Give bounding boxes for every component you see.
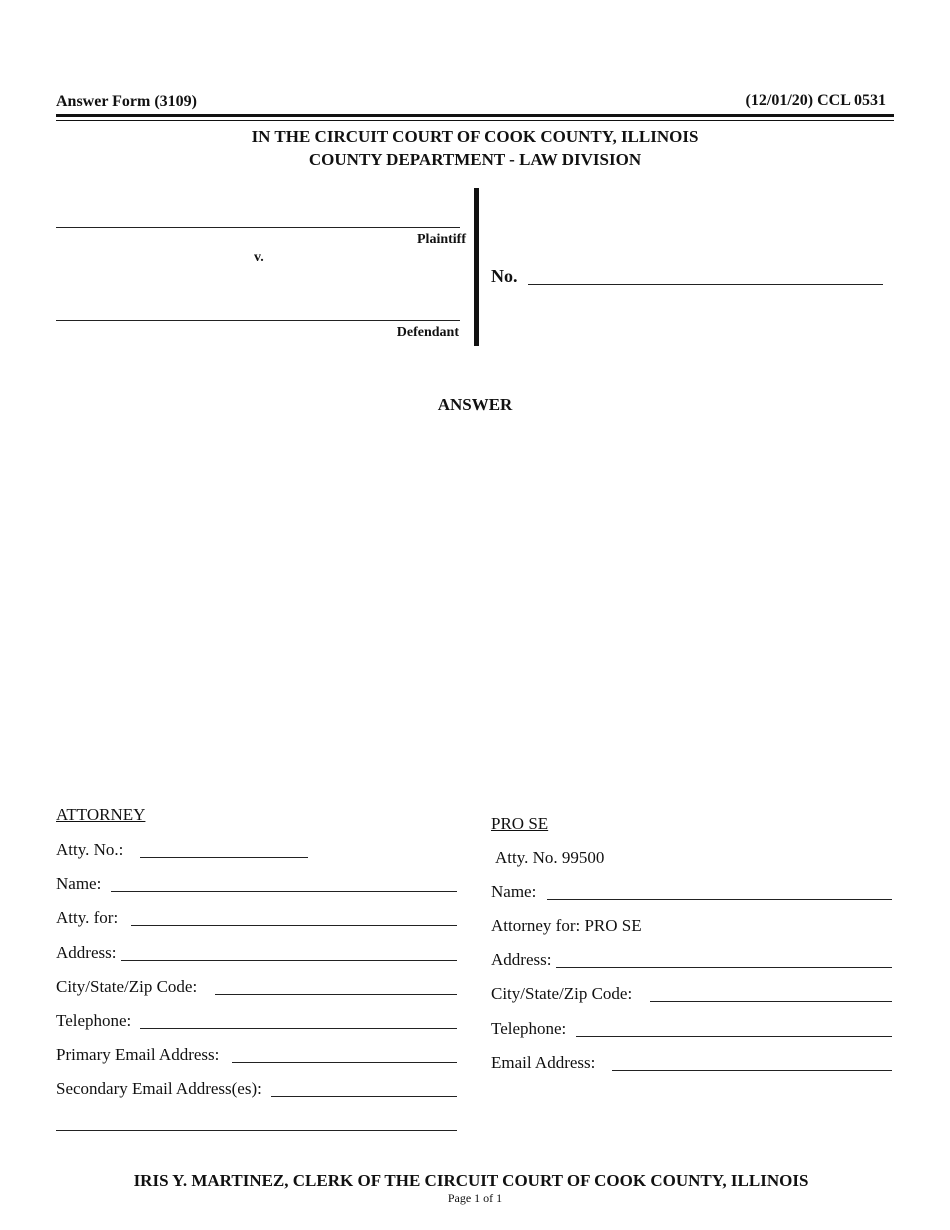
attorney-address-label: Address: xyxy=(56,943,117,962)
form-code: (12/01/20) CCL 0531 xyxy=(745,92,886,109)
case-number-field[interactable] xyxy=(528,284,883,285)
defendant-label: Defendant xyxy=(396,325,459,340)
pro-se-city-field[interactable] xyxy=(650,1001,892,1002)
attorney-telephone-field[interactable] xyxy=(140,1028,457,1029)
attorney-city-label: City/State/Zip Code: xyxy=(56,977,198,996)
pro-se-attorney-for: Attorney for: PRO SE xyxy=(491,916,642,935)
secondary-email-label: Secondary Email Address(es): xyxy=(56,1079,262,1098)
caption-divider xyxy=(474,188,479,346)
header-rule-thick xyxy=(56,114,894,117)
atty-for-label: Atty. for: xyxy=(56,908,119,927)
versus-label: v. xyxy=(254,250,264,265)
pro-se-address-field[interactable] xyxy=(556,967,892,968)
attorney-telephone-label: Telephone: xyxy=(56,1011,132,1030)
pro-se-email-label: Email Address: xyxy=(491,1053,596,1072)
court-title-line1: IN THE CIRCUIT COURT OF COOK COUNTY, ILLINOIS xyxy=(251,127,699,146)
page-number: Page 1 of 1 xyxy=(447,1191,503,1205)
pro-se-city-label: City/State/Zip Code: xyxy=(491,984,633,1003)
pro-se-atty-no: Atty. No. 99500 xyxy=(495,848,605,867)
pro-se-name-label: Name: xyxy=(491,882,537,901)
attorney-city-field[interactable] xyxy=(215,994,457,995)
atty-no-label: Atty. No.: xyxy=(56,840,124,859)
pro-se-telephone-label: Telephone: xyxy=(491,1019,567,1038)
document-title: ANSWER xyxy=(437,395,513,414)
secondary-email-continuation-field[interactable] xyxy=(56,1130,457,1131)
primary-email-field[interactable] xyxy=(232,1062,457,1063)
plaintiff-label: Plaintiff xyxy=(417,232,466,247)
pro-se-email-field[interactable] xyxy=(612,1070,892,1071)
primary-email-label: Primary Email Address: xyxy=(56,1045,220,1064)
defendant-field[interactable] xyxy=(56,320,460,321)
footer-clerk: IRIS Y. MARTINEZ, CLERK OF THE CIRCUIT COURT OF COOK COUNTY, ILLINOIS xyxy=(133,1171,809,1190)
pro-se-name-field[interactable] xyxy=(547,899,892,900)
pro-se-address-label: Address: xyxy=(491,950,552,969)
attorney-name-field[interactable] xyxy=(111,891,457,892)
attorney-heading: ATTORNEY xyxy=(56,805,146,824)
pro-se-telephone-field[interactable] xyxy=(576,1036,892,1037)
case-number-label: No. xyxy=(491,266,518,286)
atty-for-field[interactable] xyxy=(131,925,457,926)
header-rule-thin xyxy=(56,120,894,121)
attorney-name-label: Name: xyxy=(56,874,102,893)
court-title xyxy=(0,125,950,171)
attorney-address-field[interactable] xyxy=(121,960,457,961)
form-name: Answer Form (3109) xyxy=(56,93,198,110)
pro-se-heading: PRO SE xyxy=(491,814,549,833)
secondary-email-field[interactable] xyxy=(271,1096,457,1097)
court-title-line2: COUNTY DEPARTMENT - LAW DIVISION xyxy=(308,150,642,169)
plaintiff-field[interactable] xyxy=(56,227,460,228)
atty-no-field[interactable] xyxy=(140,857,308,858)
